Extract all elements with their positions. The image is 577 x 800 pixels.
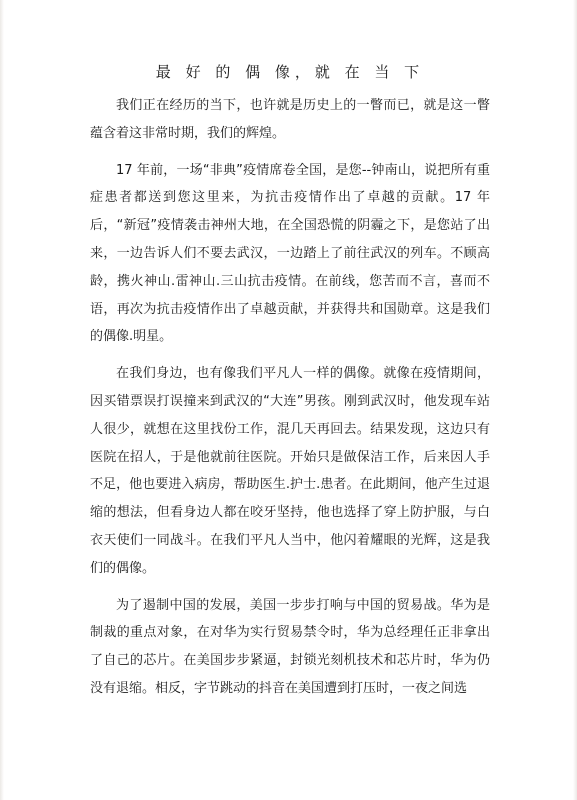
essay-title: 最 好 的 偶 像，就 在 当 下	[155, 63, 425, 81]
page-right-edge	[573, 0, 577, 800]
paragraph-4: 为了遏制中国的发展，美国一步步打响与中国的贸易战。华为是制裁的重点对象，在对华为实行贸易禁令时，华为总经理任正非拿出了自己的芯片。在美国步步紧逼，封锁光刻机技术和芯片时，华为仍没有退缩。相反，字节跳动的抖音在美国遭到打压时，一夜之间选	[90, 597, 490, 696]
document-body	[90, 62, 490, 712]
paragraph-2: 17 年前，一场“非典”疫情席卷全国，是您--钟南山，说把所有重症患者都送到您这里来，为抗击疫情作出了卓越的贡献。17 年后，“新冠”疫情袭击神州大地，在全国恐慌的阴霾之下，是您站了出来，一边告诉人们不要去武汉，一边踏上了前往武汉的列车。不顾高龄，携火神山.雷神山.三山抗击疫情。在前线，您苦而不言，喜而不语，再次为抗击疫情作出了卓越贡献，并获得共和国勋章。这是我们的偶像.明星。	[90, 162, 490, 345]
page-left-edge	[0, 0, 4, 800]
paragraph-1: 我们正在经历的当下，也许就是历史上的一瞥而已，就是这一瞥蕴含着这非常时期，我们的辉煌。	[90, 98, 490, 141]
paragraph-3: 在我们身边，也有像我们平凡人一样的偶像。就像在疫情期间，因买错票误打误撞来到武汉的“大连”男孩。刚到武汉时，他发现车站人很少，就想在这里找份工作，混几天再回去。结果发现，这边只有医院在招人，于是他就前往医院。开始只是做保洁工作，后来因人手不足，他也要进入病房，帮助医生.护士.患者。在此期间，他产生过退缩的想法，但看身边人都在咬牙坚持，他也选择了穿上防护服，与白衣天使们一同战斗。在我们平凡人当中，他闪着耀眼的光辉，这是我们的偶像。	[90, 366, 490, 576]
